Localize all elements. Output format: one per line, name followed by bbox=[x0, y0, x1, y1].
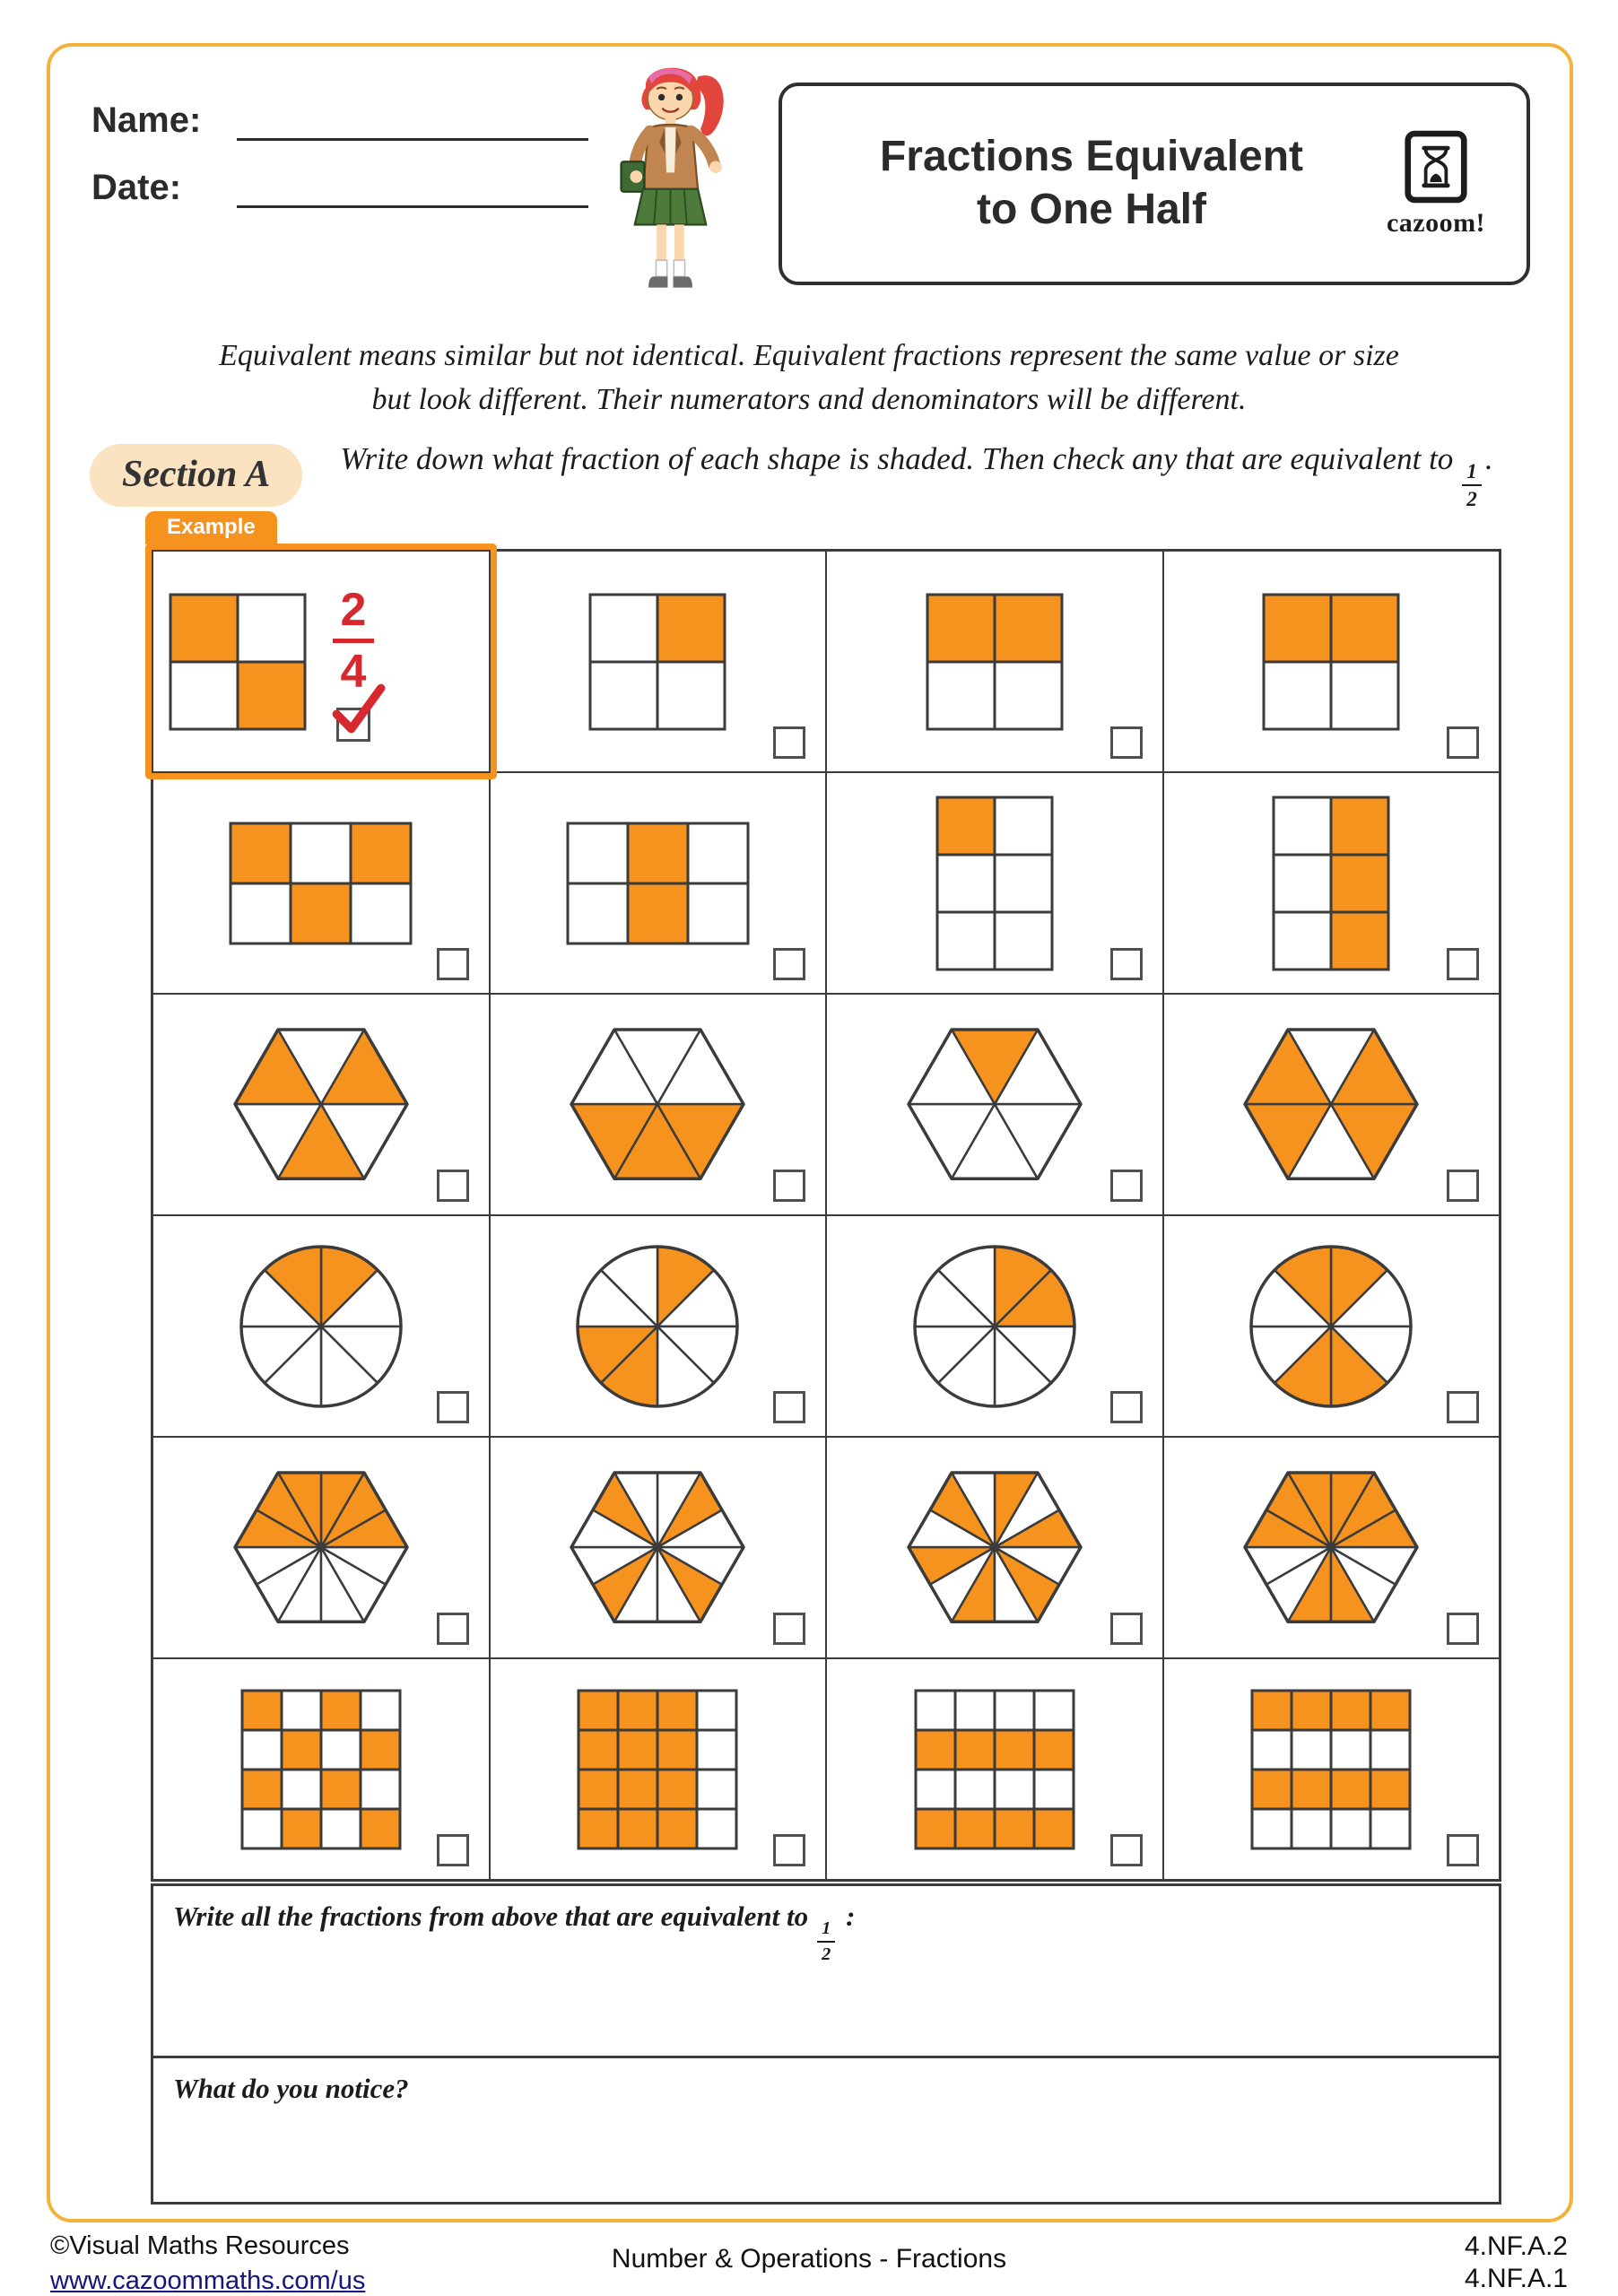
answer-checkbox[interactable] bbox=[773, 726, 805, 759]
name-input-line[interactable] bbox=[237, 101, 588, 141]
grid-cell-12 bbox=[1163, 994, 1501, 1215]
grid-cell-20 bbox=[1163, 1437, 1501, 1658]
mascot-girl-illustration bbox=[587, 47, 753, 307]
one-half-fraction: $\frac{1}{2}$ bbox=[817, 1919, 835, 1963]
name-label: Name: bbox=[91, 100, 202, 140]
2x3-grid-shape bbox=[935, 795, 1055, 972]
2x2-grid-shape bbox=[1261, 592, 1401, 732]
answer-checkbox[interactable] bbox=[437, 1391, 469, 1423]
answer-checkbox[interactable] bbox=[773, 1391, 805, 1423]
section-a-badge: Section A bbox=[90, 444, 302, 507]
footer-center: Number & Operations - Fractions bbox=[611, 2244, 1007, 2274]
cazoom-logo bbox=[1369, 129, 1503, 239]
grid-cell-8 bbox=[1163, 772, 1501, 994]
2x3-grid-shape bbox=[1271, 795, 1391, 972]
answer-checkbox[interactable] bbox=[1447, 726, 1479, 759]
answer-checkbox[interactable] bbox=[1447, 1613, 1479, 1645]
circle-8-sector-shape bbox=[911, 1243, 1078, 1410]
answer-checkbox[interactable] bbox=[773, 1170, 805, 1202]
grid-cell-15 bbox=[826, 1215, 1163, 1437]
4x4-grid-shape bbox=[576, 1688, 739, 1851]
answer-checkbox[interactable] bbox=[1110, 948, 1143, 980]
answer-checkbox[interactable] bbox=[773, 1613, 805, 1645]
notice-prompt: What do you notice? bbox=[173, 2073, 409, 2104]
title-box bbox=[779, 83, 1530, 285]
answer-checkbox[interactable] bbox=[437, 1834, 469, 1866]
standard-code-1: 4.NF.A.2 bbox=[1464, 2231, 1568, 2261]
check-mark-icon bbox=[329, 683, 388, 736]
grid-cell-16 bbox=[1163, 1215, 1501, 1437]
grid-cell-3 bbox=[826, 551, 1163, 772]
hexagon-6-wedge-shape bbox=[231, 1026, 411, 1182]
hourglass-icon bbox=[1404, 129, 1468, 204]
answer-checkbox[interactable] bbox=[1447, 1170, 1479, 1202]
hexagon-12-wedge-shape bbox=[1241, 1469, 1421, 1625]
grid-cell-13 bbox=[152, 1215, 490, 1437]
name-date-block bbox=[91, 100, 588, 235]
example-label: Example bbox=[145, 511, 277, 544]
grid-cell-6 bbox=[490, 772, 827, 994]
answer-checkbox[interactable] bbox=[773, 948, 805, 980]
standard-code-2: 4.NF.A.1 bbox=[1464, 2264, 1568, 2293]
answer-checkbox[interactable] bbox=[1110, 1391, 1143, 1423]
4x4-grid-shape bbox=[239, 1688, 403, 1851]
grid-cell-23 bbox=[826, 1658, 1163, 1880]
grid-cell-10 bbox=[490, 994, 827, 1215]
circle-8-sector-shape bbox=[238, 1243, 404, 1410]
footer-standards bbox=[1465, 2231, 1568, 2295]
hexagon-6-wedge-shape bbox=[568, 1026, 747, 1182]
hexagon-12-wedge-shape bbox=[231, 1469, 411, 1625]
notice-answer-box[interactable] bbox=[151, 2056, 1501, 2205]
4x4-grid-shape bbox=[1249, 1688, 1413, 1851]
circle-8-sector-shape bbox=[574, 1243, 741, 1410]
date-label: Date: bbox=[91, 168, 182, 207]
write-fractions-prompt: Write all the fractions from above that are equivalent to $\frac{1}{2}$ : bbox=[173, 1900, 856, 1964]
one-half-fraction: $\frac{1}{2}$ bbox=[1462, 461, 1482, 509]
example-answer-fraction: 2 4 bbox=[333, 587, 374, 695]
worksheet-title: Fractions Equivalent to One Half bbox=[879, 133, 1304, 233]
grid-cell-17 bbox=[152, 1437, 490, 1658]
2x2-grid-shape bbox=[168, 592, 308, 732]
answer-checkbox[interactable] bbox=[1447, 1834, 1479, 1866]
grid-cell-18 bbox=[490, 1437, 827, 1658]
answer-checkbox[interactable] bbox=[1110, 1834, 1143, 1866]
3x2-grid-shape bbox=[228, 821, 413, 946]
grid-cell-7 bbox=[826, 772, 1163, 994]
grid-cell-22 bbox=[490, 1658, 827, 1880]
2x2-grid-shape bbox=[587, 592, 727, 732]
grid-cell-11 bbox=[826, 994, 1163, 1215]
hexagon-6-wedge-shape bbox=[905, 1026, 1084, 1182]
grid-cell-24 bbox=[1163, 1658, 1501, 1880]
4x4-grid-shape bbox=[913, 1688, 1076, 1851]
answer-checkbox[interactable] bbox=[1110, 1613, 1143, 1645]
hexagon-6-wedge-shape bbox=[1241, 1026, 1421, 1182]
hexagon-12-wedge-shape bbox=[568, 1469, 747, 1625]
answer-checkbox[interactable] bbox=[1447, 1391, 1479, 1423]
grid-cell-19 bbox=[826, 1437, 1163, 1658]
answer-checkbox[interactable] bbox=[437, 1170, 469, 1202]
2x2-grid-shape bbox=[925, 592, 1065, 732]
3x2-grid-shape bbox=[565, 821, 751, 946]
answer-checkbox[interactable] bbox=[1447, 948, 1479, 980]
logo-wordmark: cazoom! bbox=[1386, 208, 1486, 238]
website-link[interactable]: www.cazoommaths.com/us bbox=[50, 2266, 366, 2295]
grid-cell-5 bbox=[152, 772, 490, 994]
grid-cell-2 bbox=[490, 551, 827, 772]
answer-checkbox[interactable] bbox=[1110, 726, 1143, 759]
equivalent-fractions-answer-box[interactable] bbox=[151, 1883, 1501, 2056]
answer-boxes bbox=[151, 1883, 1501, 2205]
grid-cell-1 bbox=[152, 515, 490, 772]
grid-cell-9 bbox=[152, 994, 490, 1215]
intro-text: Equivalent means similar but not identical. Equivalent fractions represent the same value or size but look different. Their numerators and denominators will be different. bbox=[219, 339, 1399, 417]
grid-cell-14 bbox=[490, 1215, 827, 1437]
date-input-line[interactable] bbox=[237, 169, 588, 208]
copyright-text: ©Visual Maths Resources bbox=[50, 2231, 350, 2260]
answer-checkbox[interactable] bbox=[1110, 1170, 1143, 1202]
hexagon-12-wedge-shape bbox=[905, 1469, 1084, 1625]
answer-checkbox[interactable] bbox=[773, 1834, 805, 1866]
shapes-grid bbox=[151, 515, 1501, 1882]
section-a-header bbox=[90, 441, 1528, 510]
grid-cell-4 bbox=[1163, 551, 1501, 772]
answer-checkbox[interactable] bbox=[437, 1613, 469, 1645]
section-a-instruction: Write down what fraction of each shape is shaded. Then check any that are equivalent to $\frac{1}{2}$ . bbox=[340, 441, 1493, 511]
grid-cell-21 bbox=[152, 1658, 490, 1880]
circle-8-sector-shape bbox=[1248, 1243, 1414, 1410]
answer-checkbox[interactable] bbox=[437, 948, 469, 980]
